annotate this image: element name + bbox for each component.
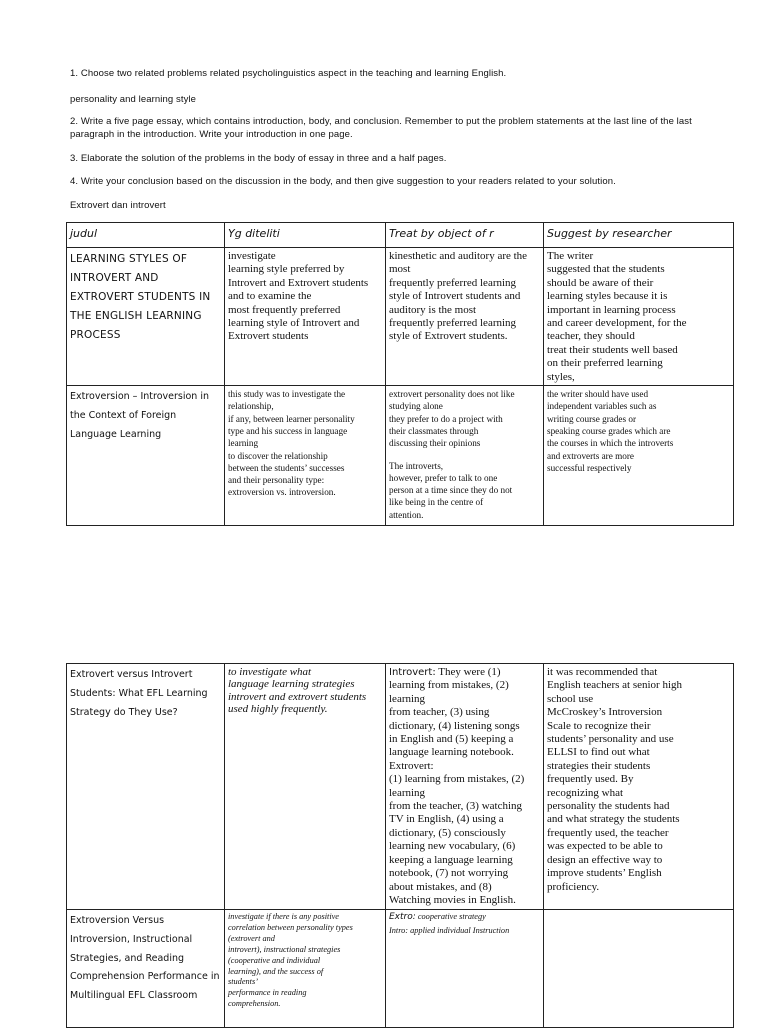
header-treat: Treat by object of r <box>386 223 544 248</box>
row-suggest: The writer suggested that the students should be aware of their learning styles because it is important in learning process and career development, for the teacher, they should treat their students well based on their preferred learning styles, <box>544 248 734 386</box>
row-treat: kinesthetic and auditory are the most frequently preferred learning style of Introvert students and auditory is the most frequently preferred learning style of Extrovert students. <box>386 248 544 386</box>
row-studied: investigate if there is any positive correlation between personality types (extrovert and introvert), instructional strategies (cooperative and individual learning), and the success of students’ performance in reading comprehension. <box>225 910 386 1028</box>
row-treat: Extro: cooperative strategy Intro: applied individual Instruction <box>386 910 544 1028</box>
intro-strategy: Intro: applied individual Instruction <box>389 925 510 935</box>
row-title: Extroversion Versus Introversion, Instructional Strategies, and Reading Comprehension Performance in Multilingual EFL Classroom <box>67 910 225 1028</box>
table-row <box>67 386 734 526</box>
row-suggest: it was recommended that English teachers at senior high school use McCroskey’s Introversion Scale to recognize their students’ personality and use ELLSI to find out what strategies their students frequently used. By recognizing what personality the students had and what strategy the students frequently used, the teacher was expected to be able to design an effective way to improve students’ English proficiency. <box>544 664 734 910</box>
row-suggest: the writer should have used independent variables such as writing course grades or speaking course grades which are the courses in which the introverts and extroverts are more successful respectively <box>544 386 734 526</box>
header-suggest: Suggest by researcher <box>544 223 734 248</box>
row-treat <box>386 386 544 526</box>
table-row <box>67 248 734 386</box>
topic-line: personality and learning style <box>70 94 197 105</box>
header-judul: judul <box>67 223 225 248</box>
row-title: LEARNING STYLES OF INTROVERT AND EXTROVERT STUDENTS IN THE ENGLISH LEARNING PROCESS <box>67 248 225 386</box>
topic-note: Extrovert dan introvert <box>70 200 166 211</box>
row-studied: to investigate what language learning strategies introvert and extrovert students used highly frequently. <box>225 664 386 910</box>
row-suggest <box>544 910 734 1028</box>
row-title: Extrovert versus Introvert Students: What EFL Learning Strategy do They Use? <box>67 664 225 910</box>
instruction-4: 4. Write your conclusion based on the discussion in the body, and then give suggestion to your readers related to your solution. <box>70 176 616 187</box>
header-studied: Yg diteliti <box>225 223 386 248</box>
row-title: Extroversion – Introversion in the Context of Foreign Language Learning <box>67 386 225 526</box>
extro-label: Extro: <box>389 912 416 922</box>
treat-introvert: The introverts, however, prefer to talk to one person at a time since they do not like being in the centre of attention. <box>389 460 513 520</box>
treat-extrovert: extrovert personality does not like studying alone they prefer to do a project with their classmates through discussing their opinions <box>389 389 515 449</box>
research-table-2 <box>66 663 734 1028</box>
instruction-3: 3. Elaborate the solution of the problems in the body of essay in three and a half pages. <box>70 153 447 164</box>
row-studied: investigate learning style preferred by Introvert and Extrovert students and to examine the most frequently preferred learning style of Introvert and Extrovert students <box>225 248 386 386</box>
research-table-1 <box>66 222 734 526</box>
table-row <box>67 664 734 910</box>
row-treat: Introvert: They were (1) learning from mistakes, (2) learning from teacher, (3) using dictionary, (4) listening songs in English and (5) keeping a language learning notebook. Extrovert: (1) learning from mistakes, (2) learning from the teacher, (3) watching TV in English, (4) using a dictionary, (5) consciously learning new vocabulary, (6) keeping a language learning notebook, (7) not worrying about mistakes, and (8) Watching movies in English. <box>386 664 544 910</box>
instruction-2: 2. Write a five page essay, which contains introduction, body, and conclusion. Remember to put the problem statements at the last line of the last paragraph in the introduction. Write your introduction in one page. <box>70 116 692 140</box>
table-row <box>67 910 734 1028</box>
row-studied: this study was to investigate the relationship, if any, between learner personality type and his success in language learning to discover the relationship between the students’ successes and their personality type: extroversion vs. introversion. <box>225 386 386 526</box>
introvert-label: Introvert: <box>389 667 436 678</box>
table-header-row <box>67 223 734 248</box>
instruction-1: 1. Choose two related problems related psycholinguistics aspect in the teaching and learning English. <box>70 68 507 79</box>
